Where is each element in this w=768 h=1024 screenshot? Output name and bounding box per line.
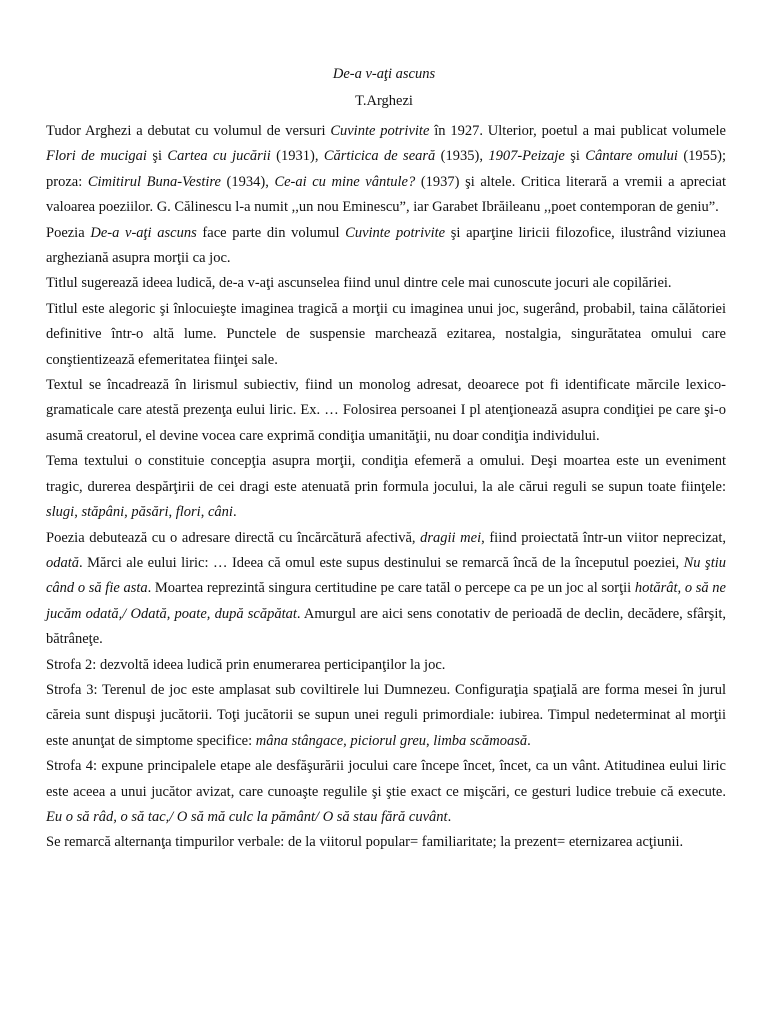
paragraph-11: Se remarcă alternanţa timpurilor verbale: de la viitorul popular= familiaritate; la prezent= eternizarea acţiunii. bbox=[46, 834, 684, 851]
poem-title: De-a v-aţi ascuns bbox=[332, 66, 436, 82]
paragraph-9: Strofa 3: Terenul de joc este amplasat sub coviltirele lui Dumnezeu. Configuraţia spaţială are forma mesei în jurul căreia sunt dispuşi jucătorii. Toţi jucătorii se supun unei reguli primordiale: iubirea. Timpul nedeterminat al morţii este anunţat de simptome specifice: mâna stângace, piciorul greu, limba scămoasă. bbox=[46, 681, 726, 749]
paragraph-7: Poezia debutează cu o adresare directă cu încărcătură afectivă, dragii mei, fiind proiectată într-un viitor neprecizat, odată. Mărci ale eului liric: … Ideea că omul este supus destinului se remarcă încă de la începutul poeziei, Nu ştiu când o să fie asta. Moartea reprezintă singura certitudine pe care tatăl o percepe ca pe un joc al sorţii hotărât, o să ne jucăm odată,/ Odată, poate, după scăpătat. Amurgul are aici sens conotativ de perioadă de declin, decădere, sfârşit, bătrâneţe. bbox=[46, 529, 727, 648]
paragraph-3: Titlul sugerează ideea ludică, de-a v-aţi ascunselea fiind unul dintre cele mai cunoscute jocuri ale copilăriei. bbox=[46, 275, 672, 292]
paragraph-8: Strofa 2: dezvoltă ideea ludică prin enumerarea perticipanţilor la joc. bbox=[46, 656, 446, 673]
author-name: T.Arghezi bbox=[355, 93, 413, 109]
document-body bbox=[46, 119, 726, 856]
paragraph-5: Textul se încadrează în lirismul subiectiv, fiind un monolog adresat, deoarece pot fi identificate mărcile lexico-gramaticale care atestă prezenţa eului liric. Ex. … Folosirea persoanei I pl atenţionează asupra condiţiei pe care şi-o asumă creatorul, el devine vocea care exprimă condiţia umanităţii, nu doar condiţia individului. bbox=[46, 377, 726, 444]
paragraph-4: Titlul este alegoric şi înlocuieşte imaginea tragică a morţii cu imaginea unui joc, sugerând, probabil, taina călătoriei definitive într-o altă lume. Punctele de suspensie marchează ezitarea, nostalgia, singurătatea omului care conştientizează efemeritatea fiinţei sale. bbox=[46, 300, 726, 368]
paragraph-2: Poezia De-a v-aţi ascuns face parte din volumul Cuvinte potrivite şi aparţine liricii filozofice, ilustrând viziunea argheziană asupra morţii ca joc. bbox=[46, 224, 726, 267]
paragraph-6: Tema textului o constituie concepţia asupra morţii, condiţia efemeră a omului. Deşi moartea este un eveniment tragic, durerea despărţirii de cei dragi este atenuată prin formula jocului, la ale cărui reguli se supun toate fiinţele: slugi, stăpâni, păsări, flori, câni. bbox=[46, 453, 726, 521]
paragraph-10: Strofa 4: expune principalele etape ale desfăşurării jocului care începe încet, încet, ca un vânt. Atitudinea eului liric este aceea a unui jucător avizat, care cunoaşte regulile şi ştie exact ce mişcări, ce gesturi ludice trebuie că execute. Eu o să râd, o să tac,/ O să mă culc la pământ/ O să stau fără cuvânt. bbox=[46, 758, 726, 825]
paragraph-1: Tudor Arghezi a debutat cu volumul de versuri Cuvinte potrivite în 1927. Ulterior, poetul a mai publicat volumele Flori de mucigai şi Cartea cu jucării (1931), Cărticica de seară (1935), 1907-Peizaje şi Cântare omului (1955); proza: Cimitirul Buna-Vestire (1934), Ce-ai cu mine vântule? (1937) şi altele. Critica literară a vremii a apreciat valoarea poeziilor. G. Călinescu l-a numit ,,un nou Eminescu”, iar Garabet Ibrăileanu ,,poet contemporan de geniu”. bbox=[46, 123, 727, 216]
